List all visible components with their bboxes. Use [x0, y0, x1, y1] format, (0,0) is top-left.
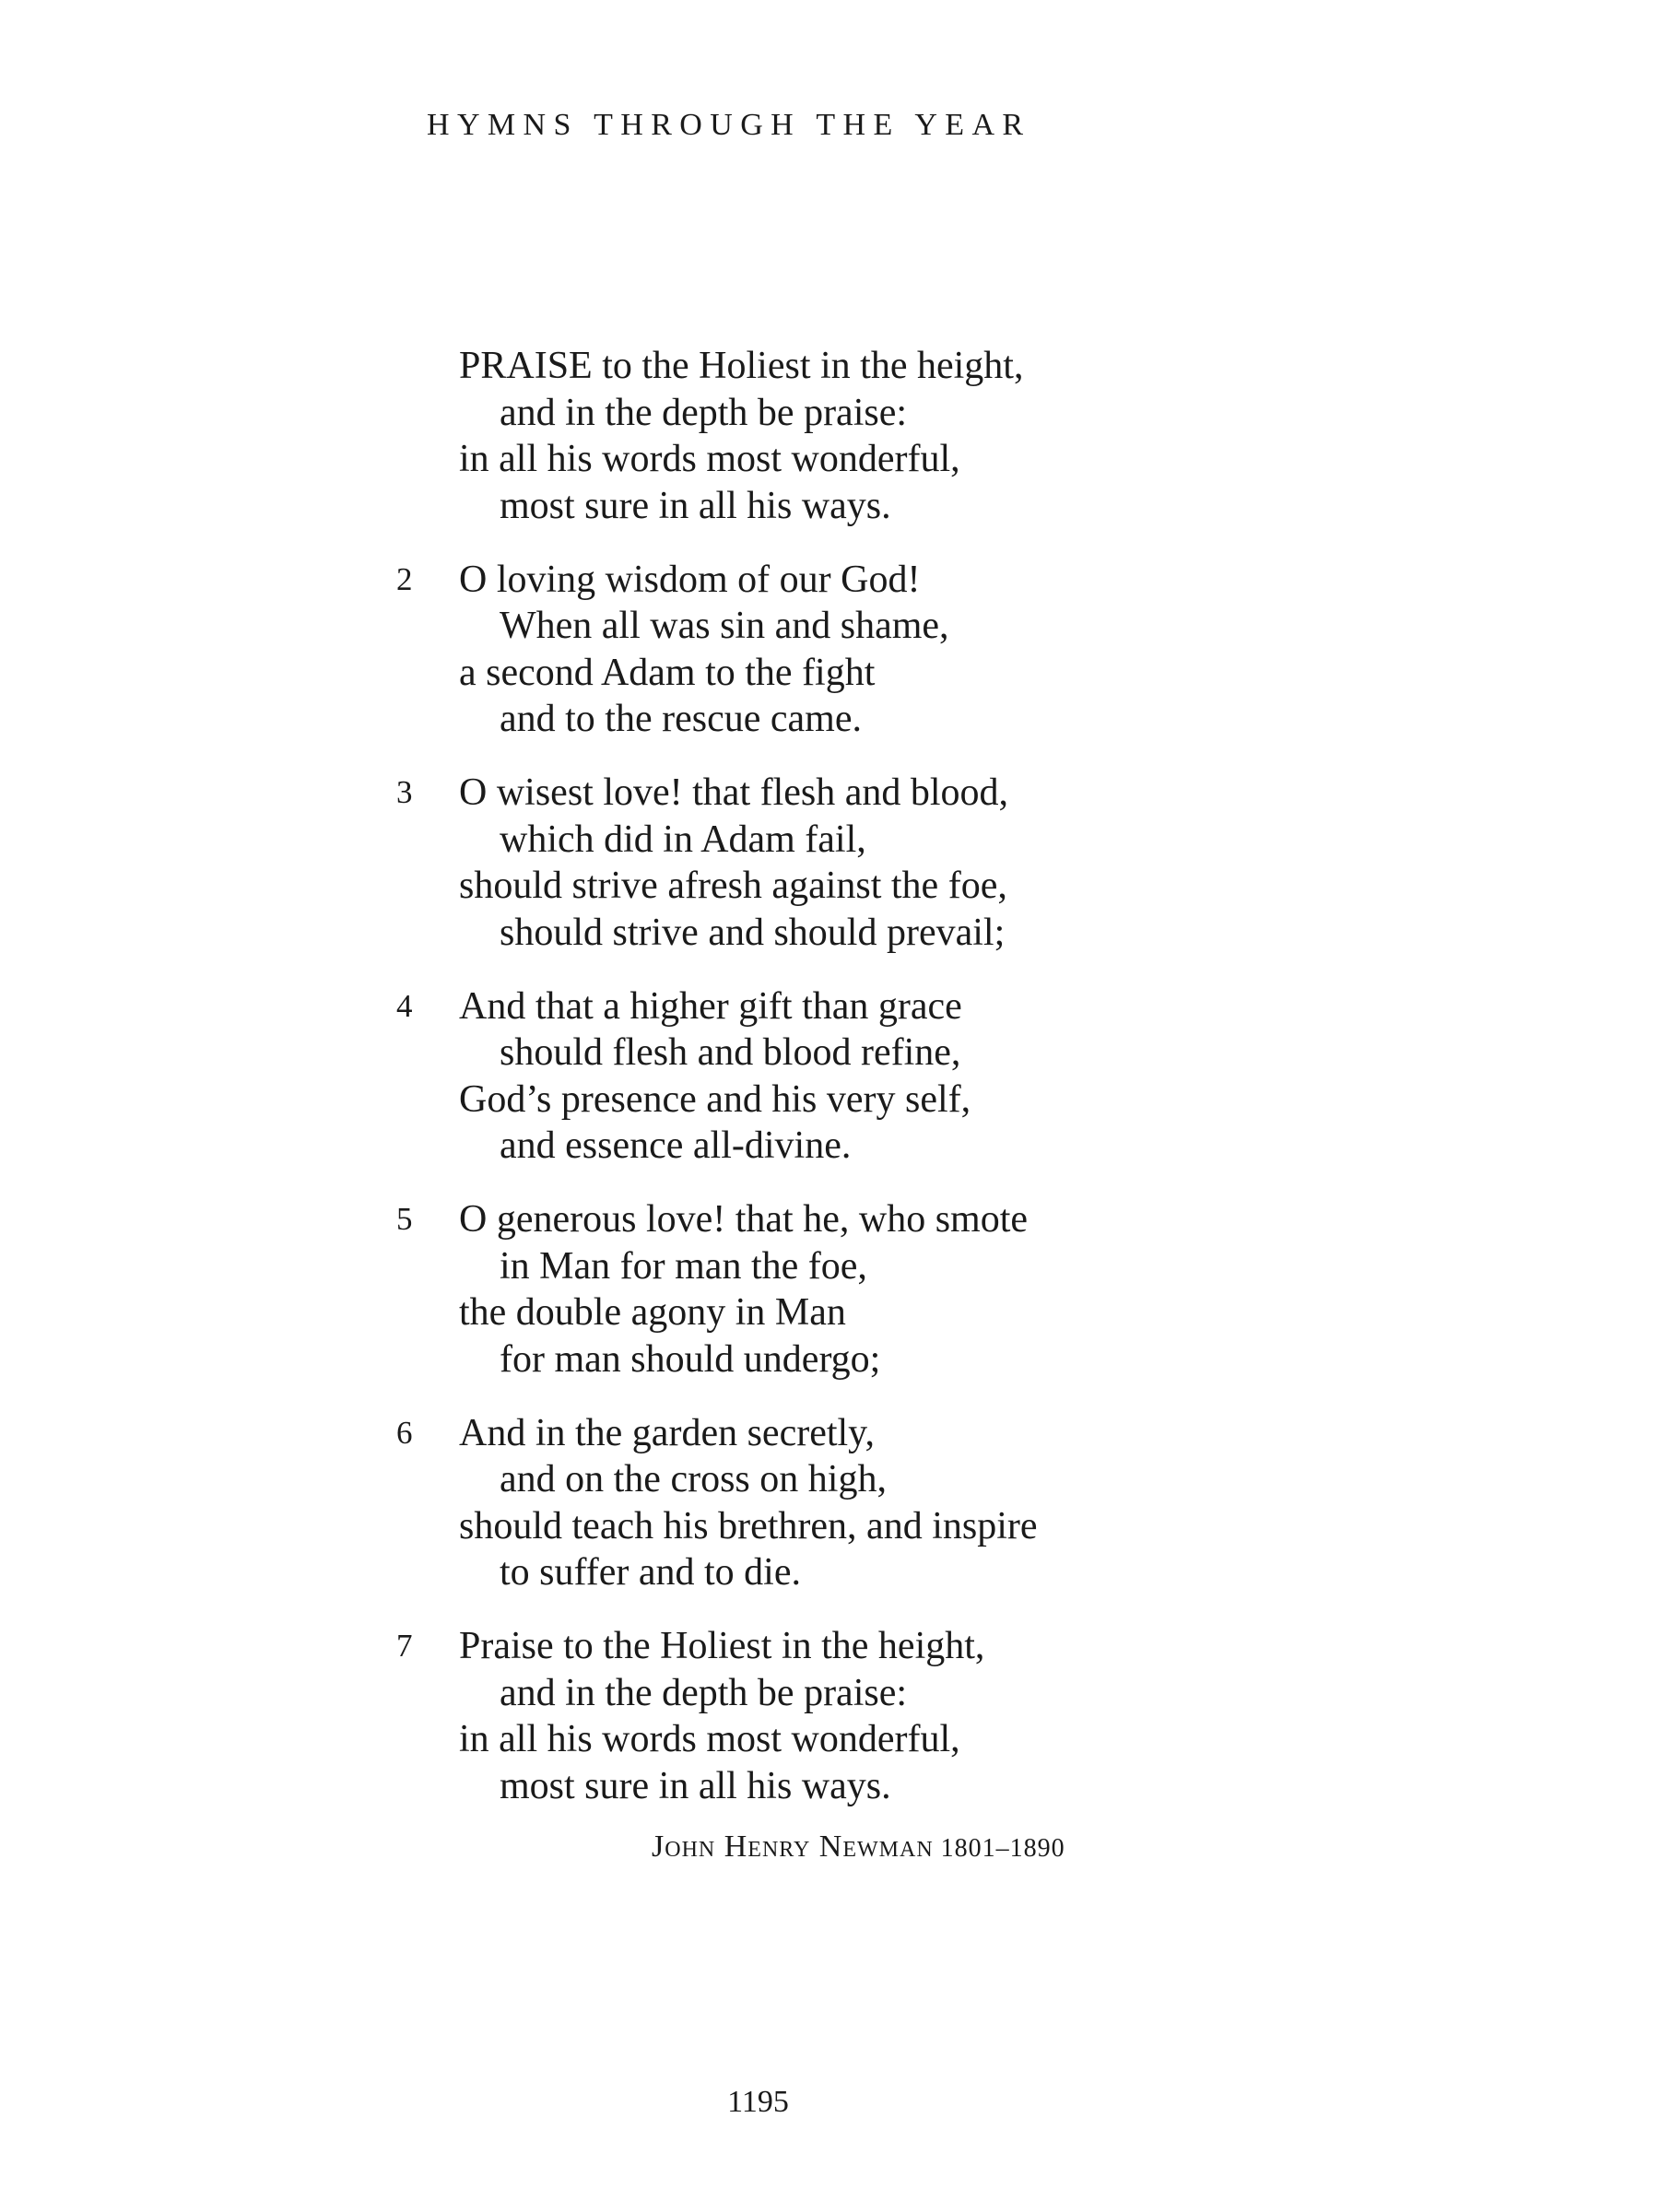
verse-line: should strive and should prevail; [500, 911, 1006, 954]
verse-line: most sure in all his ways. [500, 1764, 891, 1807]
verse-line: to suffer and to die. [500, 1551, 801, 1594]
verse-line: and to the rescue came. [500, 698, 862, 740]
verse-line: for man should undergo; [500, 1337, 881, 1381]
verse [387, 770, 1217, 956]
verse-line: When all was sin and shame, [500, 605, 949, 647]
verse-line: And in the garden secretly, [459, 1411, 875, 1454]
verse-line: the double agony in Man [459, 1291, 846, 1334]
verse [387, 343, 1217, 529]
verse-number: 7 [396, 1628, 413, 1664]
verse-line: and in the depth be praise: [500, 1671, 908, 1714]
verse-line: in Man for man the foe, [500, 1244, 867, 1288]
verse-line: Praise to the Holiest in the height, [459, 1625, 985, 1667]
running-head: HYMNS THROUGH THE YEAR [427, 108, 1031, 142]
attribution [652, 1830, 1065, 1865]
verse-line: O loving wisdom of our God! [459, 558, 921, 601]
verse-number: 5 [396, 1201, 413, 1237]
verse-line: and on the cross on high, [500, 1458, 887, 1500]
verse-line: in all his words most wonderful, [459, 1718, 960, 1760]
verse-line: God’s presence and his very self, [459, 1077, 971, 1121]
hymn-text [387, 343, 1217, 1837]
verse [387, 1410, 1217, 1596]
verse-line: should teach his brethren, and inspire [459, 1504, 1038, 1547]
verse-line: and in the depth be praise: [500, 391, 908, 434]
verse-line: should strive afresh against the foe, [459, 865, 1007, 907]
verse-number: 3 [396, 774, 413, 810]
verse-line: PRAISE to the Holiest in the height, [459, 345, 1024, 387]
verse-line: which did in Adam fail, [500, 818, 866, 861]
verse-line: should flesh and blood refine, [500, 1031, 961, 1074]
verse [387, 1196, 1217, 1382]
verse-line: O generous love! that he, who smote [459, 1198, 1029, 1241]
author-name: John Henry Newman [652, 1830, 934, 1864]
verse-number: 6 [396, 1414, 413, 1451]
verse [387, 1623, 1217, 1809]
verse-line: in all his words most wonderful, [459, 438, 960, 480]
verse-number: 4 [396, 987, 413, 1024]
verse-line: and essence all-divine. [500, 1124, 852, 1167]
verse [387, 557, 1217, 743]
verse [387, 983, 1217, 1170]
verse-line: most sure in all his ways. [500, 484, 891, 527]
verse-line: And that a higher gift than grace [459, 984, 962, 1028]
verse-line: a second Adam to the fight [459, 651, 876, 694]
page-number: 1195 [727, 2085, 789, 2119]
author-dates: 1801–1890 [940, 1834, 1065, 1863]
verse-line: O wisest love! that flesh and blood, [459, 771, 1009, 814]
verse-number: 2 [396, 560, 413, 597]
